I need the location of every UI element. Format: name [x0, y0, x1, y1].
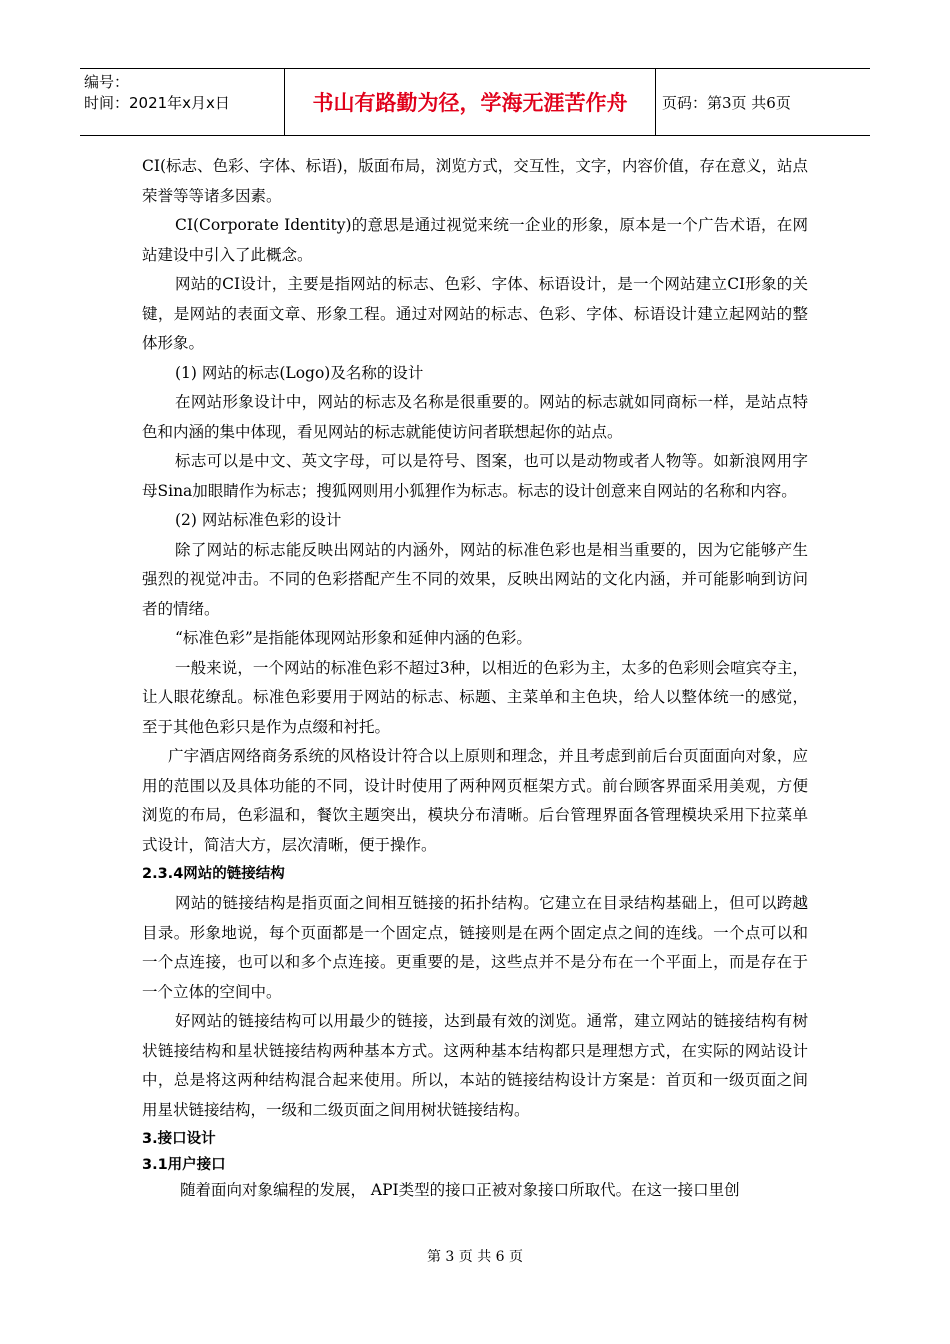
- subheading: (1) 网站的标志(Logo)及名称的设计: [175, 363, 424, 382]
- paragraph: CI(标志、色彩、字体、标语)，版面布局，浏览方式，交互性，文字，内容价值，存在意义，站点荣誉等等诸多因素。: [142, 157, 808, 205]
- paragraph: 网站的CI设计，主要是指网站的标志、色彩、字体、标语设计，是一个网站建立CI形象的关键，是网站的表面文章、形象工程。通过对网站的标志、色彩、字体、标语设计建立起网站的整体形象。: [142, 275, 808, 352]
- paragraph: 广宇酒店网络商务系统的风格设计符合以上原则和理念，并且考虑到前后台页面面向对象，应用的范围以及具体功能的不同，设计时使用了两种网页框架方式。前台顾客界面采用美观，方便浏览的布局，色彩温和，餐饮主题突出，模块分布清晰。后台管理界面各管理模块采用下拉菜单式设计，简洁大方，层次清晰，便于操作。: [142, 747, 808, 854]
- subheading: (2) 网站标准色彩的设计: [175, 511, 342, 529]
- paragraph: 一般来说，一个网站的标准色彩不超过3种，以相近的色彩为主，太多的色彩则会喧宾夺主，让人眼花缭乱。标准色彩要用于网站的标志、标题、主菜单和主色块，给人以整体统一的感觉，至于其他色彩只是作为点缀和衬托。: [142, 658, 808, 736]
- document-body: [142, 152, 808, 1206]
- paragraph: CI(Corporate Identity)的意思是通过视觉来统一企业的形象，原本是一个广告术语，在网站建设中引入了此概念。: [142, 216, 808, 264]
- paragraph: 随着面向对象编程的发展， API类型的接口正被对象接口所取代。在这一接口里创: [180, 1181, 740, 1199]
- paragraph: 标志可以是中文、英文字母，可以是符号、图案，也可以是动物或者人物等。如新浪网用字母Sina加眼睛作为标志；搜狐网则用小狐狸作为标志。标志的设计创意来自网站的名称和内容。: [142, 452, 808, 500]
- time-label: 时间：2021年x月x日: [84, 94, 230, 112]
- paragraph: 网站的链接结构是指页面之间相互链接的拓扑结构。它建立在目录结构基础上，但可以跨越目录。形象地说，每个页面都是一个固定点，链接则是在两个固定点之间的连线。一个点可以和一个点连接，也可以和多个点连接。更重要的是，这些点并不是分布在一个平面上，而是存在于一个立体的空间中。: [142, 894, 808, 1001]
- paragraph: 好网站的链接结构可以用最少的链接，达到最有效的浏览。通常，建立网站的链接结构有树状链接结构和星状链接结构两种基本方式。这两种基本结构都只是理想方式，在实际的网站设计中，总是将这两种结构混合起来使用。所以，本站的链接结构设计方案是：首页和一级页面之间用星状链接结构，一级和二级页面之间用树状链接结构。: [142, 1012, 808, 1119]
- section-heading: 3.1用户接口: [142, 1157, 226, 1173]
- page-header: [80, 68, 870, 136]
- page-footer: 第 3 页 共 6 页: [426, 1249, 524, 1265]
- paragraph: 在网站形象设计中，网站的标志及名称是很重要的。网站的标志就如同商标一样，是站点特色和内涵的集中体现，看见网站的标志就能使访问者联想起你的站点。: [142, 393, 808, 441]
- section-heading: 2.3.4网站的链接结构: [142, 866, 285, 882]
- header-page-label: 页码：第3页 共6页: [662, 93, 791, 112]
- section-heading: 3.接口设计: [142, 1131, 216, 1147]
- paragraph: 除了网站的标志能反映出网站的内涵外，网站的标准色彩也是相当重要的，因为它能够产生强烈的视觉冲击。不同的色彩搭配产生不同的效果，反映出网站的文化内涵，并可能影响到访问者的情绪。: [142, 540, 808, 618]
- header-motto: 书山有路勤为径，学海无涯苦作舟: [284, 69, 656, 135]
- header-meta: [80, 69, 284, 135]
- paragraph: “标准色彩”是指能体现网站形象和延伸内涵的色彩。: [175, 629, 532, 647]
- number-label: 编号：: [84, 73, 130, 91]
